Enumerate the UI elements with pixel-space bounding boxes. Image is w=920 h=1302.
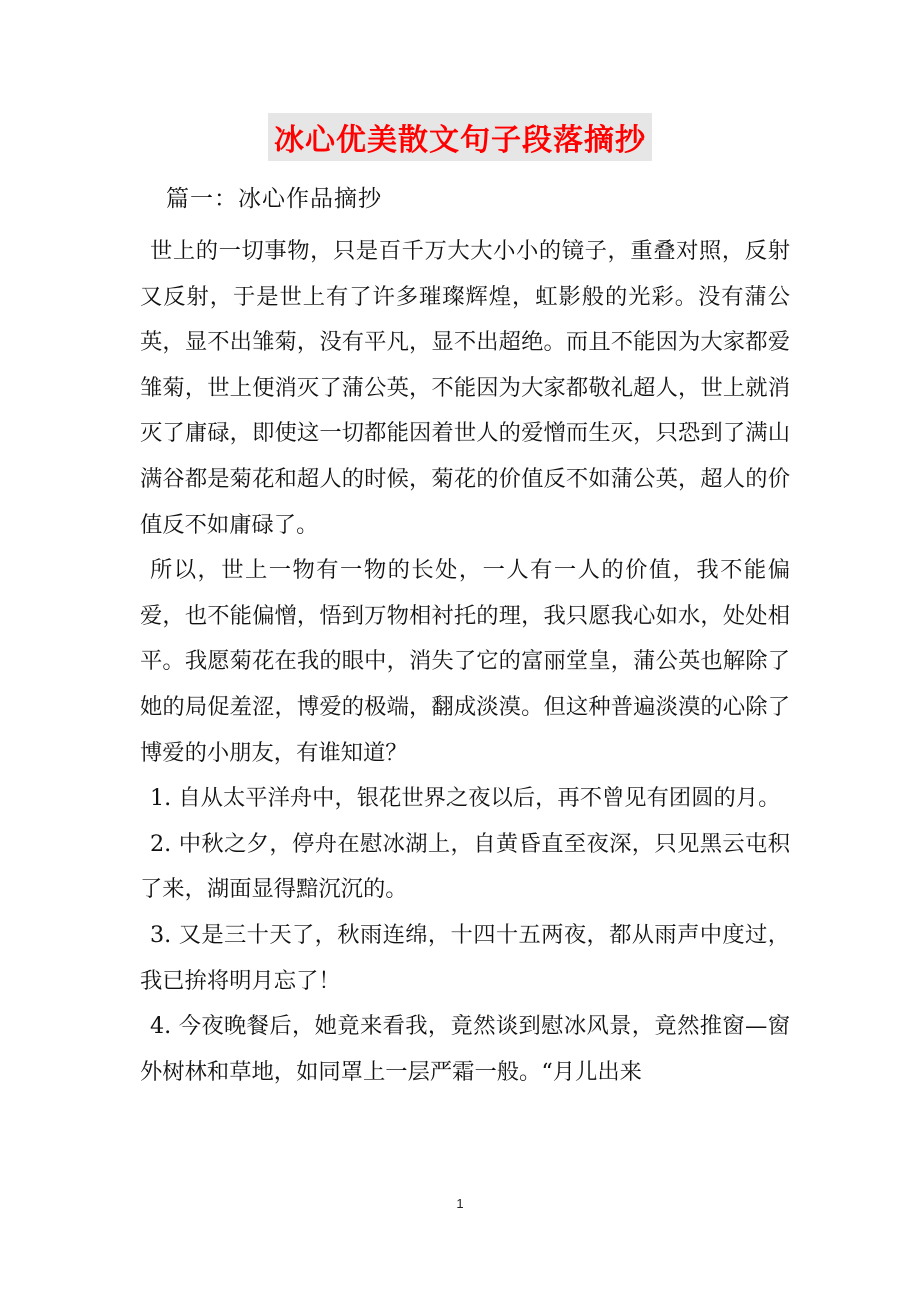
paragraph: 所以，世上一物有一物的长处，一人有一人的价值，我不能偏爱，也不能偏憎，悟到万物相衬托的理，我只愿我心如水，处处相平。我愿菊花在我的眼中，消失了它的富丽堂皇，蒲公英也解除了她的局促羞涩，博爱的极端，翻成淡漠。但这种普遍淡漠的心除了博爱的小朋友，有谁知道？ [140,557,790,766]
document-title-wrapper [0,112,920,162]
paragraph: 2. 中秋之夕，停舟在慰冰湖上，自黄昏直至夜深，只见黑云屯积了来，湖面显得黯沉沉的。 [140,830,790,903]
body-text [140,229,790,1095]
page-number: 1 [456,1196,464,1211]
paragraph: 世上的一切事物，只是百千万大大小小的镜子，重叠对照，反射又反射，于是世上有了许多璀璨辉煌，虹影般的光彩。没有蒲公英，显不出雏菊，没有平凡，显不出超绝。而且不能因为大家都爱雏菊，世上便消灭了蒲公英，不能因为大家都敬礼超人，世上就消灭了庸碌，即使这一切都能因着世人的爱憎而生灭，只恐到了满山满谷都是菊花和超人的时候，菊花的价值反不如蒲公英，超人的价值反不如庸碌了。 [140,238,790,538]
paragraph: 4. 今夜晚餐后，她竟来看我，竟然谈到慰冰风景，竟然推窗—窗外树林和草地，如同罩上一层严霜一般。“月儿出来 [140,1013,790,1085]
document-title: 冰心优美散文句子段落摘抄 [268,113,652,161]
section-heading: 篇一：冰心作品摘抄 [166,186,382,212]
paragraph: 1. 自从太平洋舟中，银花世界之夜以后，再不曾见有团圆的月。 [150,785,781,812]
paragraph: 3. 又是三十天了，秋雨连绵，十四十五两夜，都从雨声中度过，我已拚将明月忘了！ [140,921,790,994]
